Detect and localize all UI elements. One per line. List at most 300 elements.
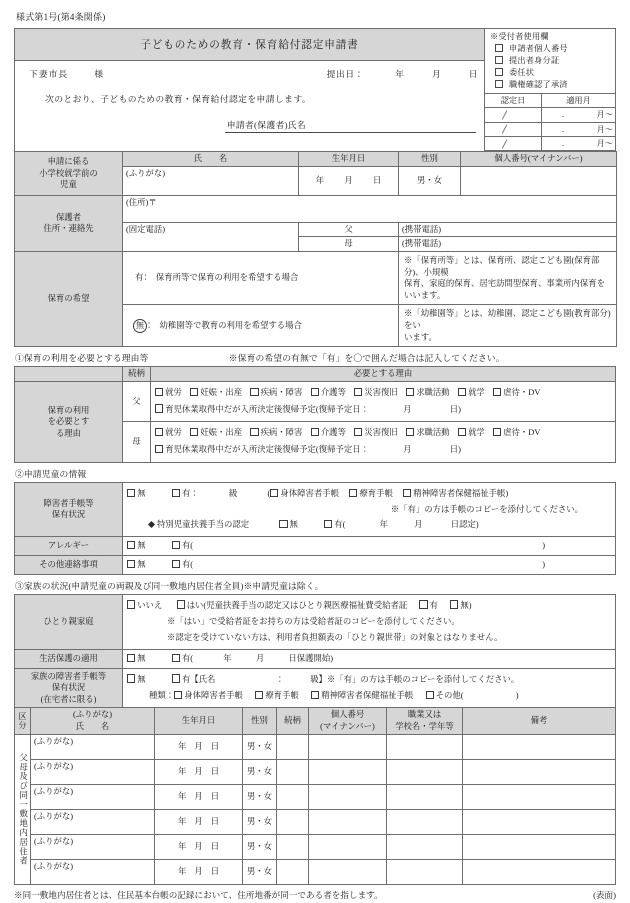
section1-relation-father: 父 xyxy=(123,381,151,422)
guardian-father-mobile-input[interactable] xyxy=(399,222,617,237)
family-col-division: 区 分 xyxy=(15,708,31,734)
checkbox-icon[interactable] xyxy=(493,428,501,436)
welfare-label: 生活保護の適用 xyxy=(15,649,123,668)
checkbox-icon[interactable] xyxy=(174,691,182,699)
child-header-row xyxy=(15,152,617,167)
welfare-month[interactable]: 月 xyxy=(255,653,265,663)
submit-year[interactable]: 年 xyxy=(395,69,405,79)
checkbox-icon[interactable] xyxy=(127,541,135,549)
receipt-date-cell[interactable] xyxy=(485,122,542,136)
submit-date-group xyxy=(327,67,484,80)
section1-mother-reason-list[interactable] xyxy=(155,425,611,442)
checkbox-icon[interactable] xyxy=(127,654,135,662)
section1-label-line3: る理由 xyxy=(55,428,82,438)
footer-row xyxy=(14,889,616,901)
receipt-check-label: 職権確認了承済 xyxy=(509,80,568,89)
child-col-mynumber: 個人番号(マイナンバー) xyxy=(461,152,617,167)
receipt-check-1[interactable] xyxy=(485,55,615,67)
single-parent-sub-yes: 有 xyxy=(429,600,438,610)
welfare-yes-label: 有( xyxy=(181,653,194,663)
guardian-label-line1: 保護者 xyxy=(55,212,82,222)
section2-disability-options[interactable]: 無 有： 級 ( 身体障害者手帳 療育手帳 精神障害者保健福祉手帳) xyxy=(127,486,611,502)
child-birth-year: 年 xyxy=(315,176,325,186)
receipt-date-cell[interactable] xyxy=(485,108,542,122)
family-name-input[interactable]: (ふりがな) xyxy=(31,734,155,759)
care-wish-note-yes xyxy=(399,252,617,305)
section2-allergy-row[interactable] xyxy=(15,536,616,555)
disability-grade-label[interactable]: 級 xyxy=(228,489,238,499)
checkbox-icon[interactable] xyxy=(354,428,362,436)
reason-option[interactable]: 介護等 xyxy=(311,428,346,437)
receipt-month-suffix: 月～ xyxy=(596,138,613,148)
family-remarks-input[interactable] xyxy=(463,759,616,784)
guardian-father-label: 父 xyxy=(299,222,399,237)
child-mynumber-input[interactable] xyxy=(461,166,617,195)
single-parent-row[interactable] xyxy=(15,594,616,649)
family-mynumber-input[interactable] xyxy=(309,809,387,834)
section1-heading: ①保育の利用を必要とする理由等 xyxy=(15,353,149,364)
checkbox-icon[interactable] xyxy=(172,674,180,682)
family-job-input[interactable] xyxy=(387,859,463,884)
checkbox-icon[interactable] xyxy=(127,600,135,608)
welfare-year[interactable]: 年 xyxy=(223,653,232,663)
section1-mother-reasons[interactable] xyxy=(151,422,616,463)
mayor-honorific: 様 xyxy=(94,69,104,79)
family-relation-input[interactable] xyxy=(277,809,309,834)
form-number: 様式第1号(第4条関係) xyxy=(16,12,106,22)
family-member-row[interactable] xyxy=(15,734,616,759)
checkbox-icon[interactable] xyxy=(255,691,263,699)
family-col-birth: 生年月日 xyxy=(155,708,243,734)
receipt-check-label: 提出者身分証 xyxy=(509,56,560,65)
receipt-date-cell[interactable] xyxy=(485,136,542,150)
receipt-month-cell[interactable] xyxy=(542,122,616,136)
family-disability-other-close: ) xyxy=(515,690,519,700)
reason-option[interactable]: 求職活動 xyxy=(406,428,450,437)
checkbox-icon[interactable] xyxy=(190,388,198,396)
family-name-input[interactable]: (ふりがな) xyxy=(31,759,155,784)
reason-option[interactable]: 虐待・DV xyxy=(493,428,540,437)
table-header-row xyxy=(485,94,615,108)
family-birth-input[interactable]: 年 月 日 xyxy=(155,759,243,784)
family-sex-select[interactable]: 男・女 xyxy=(243,784,277,809)
family-job-input[interactable] xyxy=(387,834,463,859)
section1-leave-month[interactable]: 月 xyxy=(403,404,412,414)
section2-other-content[interactable] xyxy=(123,555,616,574)
family-remarks-input[interactable] xyxy=(463,734,616,759)
reason-option[interactable]: 災害復旧 xyxy=(354,388,398,397)
care-wish-note-yes-line1: ※「保育所等」とは、保育所、認定こども園(保育部分)、小規模 xyxy=(404,256,600,277)
reason-option[interactable]: 疾病・障害 xyxy=(250,428,302,437)
child-col-sex: 性別 xyxy=(399,152,461,167)
family-member-row[interactable] xyxy=(15,809,616,834)
receipt-check-label: 委任状 xyxy=(509,68,535,77)
family-sex-select[interactable]: 男・女 xyxy=(243,759,277,784)
checkbox-icon[interactable] xyxy=(127,674,135,682)
section2-allowance-row[interactable] xyxy=(127,517,611,533)
receipt-month-dot: . xyxy=(561,138,564,148)
family-job-input[interactable] xyxy=(387,809,463,834)
section2-other-row[interactable] xyxy=(15,555,616,574)
checkbox-icon[interactable] xyxy=(172,654,180,662)
checkbox-icon[interactable] xyxy=(495,56,503,64)
family-disability-kind-label: 種類： xyxy=(149,690,175,700)
section2-disability-note: ※「有」の方は手帳のコピーを添付してください。 xyxy=(390,504,583,514)
checkbox-icon[interactable] xyxy=(458,388,466,396)
section1-mother-leave[interactable] xyxy=(155,442,611,459)
family-disability-note: ※「有」の方は手帳のコピーを添付してください。 xyxy=(326,674,520,684)
reason-option[interactable]: 就学 xyxy=(458,388,485,397)
checkbox-icon[interactable] xyxy=(250,388,258,396)
section1-leave-label: 育児休業取得中だが入所決定後復帰予定(復帰予定日： xyxy=(165,445,369,455)
family-relation-input[interactable] xyxy=(277,734,309,759)
section1-col-relation: 続柄 xyxy=(123,367,151,382)
section2-disability-label-line2: 保有状況 xyxy=(51,510,86,520)
receipt-month-cell[interactable] xyxy=(542,136,616,150)
family-job-input[interactable] xyxy=(387,784,463,809)
checkbox-icon[interactable] xyxy=(190,428,198,436)
care-wish-yes-text: ： 保育所等で保育の利用を希望する場合 xyxy=(143,273,299,283)
section1-row-label xyxy=(15,381,123,462)
section1-note: ※保育の希望の有無で「有」を〇で囲んだ場合は記入してください。 xyxy=(228,353,505,364)
family-mynumber-input[interactable] xyxy=(309,759,387,784)
guardian-landline-hint: (固定電話) xyxy=(126,224,166,234)
single-parent-note-1: ※「はい」で受給者証をお持ちの方は受給者証のコピーを添付してください。 xyxy=(167,616,460,626)
child-sex-select[interactable]: 男・女 xyxy=(399,166,461,195)
checkbox-icon[interactable] xyxy=(155,388,163,396)
family-member-row[interactable] xyxy=(15,784,616,809)
section2-heading: ②申請児童の情報 xyxy=(15,469,87,480)
guardian-father-mobile-hint: (携帯電話) xyxy=(402,224,442,234)
guardian-mother-label: 母 xyxy=(299,237,399,252)
receipt-title: ※受付者使用欄 xyxy=(490,32,549,41)
guardian-address-hint: (住所)〒 xyxy=(126,197,157,207)
disability-yes-label: 有： xyxy=(181,489,199,499)
family-disability-row[interactable] xyxy=(15,668,616,708)
single-parent-no-label: いいえ xyxy=(137,600,163,610)
family-disability-none: 無 xyxy=(137,674,146,684)
family-disability-grade[interactable]: 級】 xyxy=(310,674,327,684)
receipt-date-table xyxy=(485,93,615,151)
section1-col-reason: 必要とする理由 xyxy=(151,367,616,382)
family-member-row[interactable] xyxy=(15,859,616,884)
section1-leave-day[interactable]: 日) xyxy=(449,445,461,455)
family-mynumber-input[interactable] xyxy=(309,734,387,759)
family-disability-colon: ： xyxy=(275,674,284,684)
welfare-row[interactable] xyxy=(15,649,616,668)
family-remarks-input[interactable] xyxy=(463,784,616,809)
reason-option[interactable]: 就労 xyxy=(155,388,182,397)
family-disability-label-line3: (在宅者に限る) xyxy=(40,694,97,704)
allowance-label: 特別児童扶養手当の認定 xyxy=(157,520,250,530)
section2-disability-label-line1: 障害者手帳等 xyxy=(43,498,94,508)
family-name-input[interactable]: (ふりがな) xyxy=(31,859,155,884)
family-mynumber-input[interactable] xyxy=(309,859,387,884)
care-wish-yes-mark[interactable]: 有 xyxy=(135,273,144,283)
family-disability-content[interactable] xyxy=(123,668,616,708)
checkbox-icon[interactable] xyxy=(495,80,503,88)
header-block xyxy=(14,28,616,152)
allergy-none-label: 無 xyxy=(137,540,146,550)
family-member-row[interactable] xyxy=(15,759,616,784)
checkbox-icon[interactable] xyxy=(419,600,427,608)
family-remarks-input[interactable] xyxy=(463,809,616,834)
checkbox-icon[interactable] xyxy=(172,489,180,497)
checkbox-icon[interactable] xyxy=(324,520,332,528)
allowance-month[interactable]: 月 xyxy=(414,520,423,530)
family-remarks-input[interactable] xyxy=(463,859,616,884)
family-disability-label xyxy=(15,668,123,708)
welfare-none-label: 無 xyxy=(137,653,146,663)
family-disability-other: その他( xyxy=(435,690,464,700)
checkbox-icon[interactable] xyxy=(172,560,180,568)
checkbox-icon[interactable] xyxy=(155,404,163,412)
checkbox-icon[interactable] xyxy=(311,388,319,396)
checkbox-icon[interactable] xyxy=(177,600,185,608)
care-wish-note-no-line2: います。 xyxy=(404,332,437,342)
family-col-mynumber: 個人番号 (マイナンバー) xyxy=(309,708,387,734)
checkbox-icon[interactable] xyxy=(311,691,319,699)
checkbox-icon[interactable] xyxy=(495,68,503,76)
child-col-birth: 生年月日 xyxy=(299,152,399,167)
checkbox-icon[interactable] xyxy=(458,428,466,436)
section3-heading: ③家族の状況(申請児童の両親及び同一敷地内居住者全員)※申請児童は除く。 xyxy=(15,580,324,591)
care-wish-no-mark-circled[interactable]: 無 xyxy=(133,319,147,333)
footer-note: ※同一敷地内居住者とは、住民基本台帳の記録において、住所地番が同一である者を指します。 xyxy=(14,889,383,900)
checkbox-icon[interactable] xyxy=(406,388,414,396)
family-relation-input[interactable] xyxy=(277,784,309,809)
table-row[interactable] xyxy=(485,108,615,122)
mayor-name: 下妻市長 xyxy=(29,69,69,79)
family-mynumber-input[interactable] xyxy=(309,784,387,809)
receipt-month-suffix: 月～ xyxy=(596,110,613,120)
checkbox-icon[interactable] xyxy=(495,44,503,52)
single-parent-note-2: ※認定を受けていない方は、利用者負担額表の「ひとり親世帯」の対象とはなりません。 xyxy=(167,632,503,642)
child-row-label xyxy=(15,152,123,196)
guardian-mother-mobile-input[interactable] xyxy=(399,237,617,252)
family-col-job: 職業又は 学校名・学年等 xyxy=(387,708,463,734)
family-col-sex: 性別 xyxy=(243,708,277,734)
guardian-address-input[interactable] xyxy=(123,195,617,222)
receipt-check-label: 申請者個人番号 xyxy=(509,44,568,53)
section1-father-leave[interactable] xyxy=(155,402,611,419)
section2-disability-label xyxy=(15,483,123,537)
applicant-name-input[interactable] xyxy=(308,118,476,133)
family-relation-input[interactable] xyxy=(277,834,309,859)
section1-father-row[interactable] xyxy=(15,381,616,422)
care-wish-yes-row[interactable] xyxy=(15,252,617,305)
guardian-row-label xyxy=(15,195,123,251)
family-name-input[interactable]: (ふりがな) xyxy=(31,834,155,859)
family-member-row[interactable] xyxy=(15,834,616,859)
checkbox-icon[interactable] xyxy=(172,541,180,549)
disability-none-label: 無 xyxy=(137,489,146,499)
family-col-name: (ふりがな) 氏 名 xyxy=(31,708,155,734)
single-parent-options[interactable] xyxy=(127,598,611,614)
section1-father-reasons[interactable] xyxy=(151,381,616,422)
header-left-panel xyxy=(14,28,484,152)
applicant-info-table xyxy=(14,151,617,347)
receipt-check-0[interactable] xyxy=(485,43,615,55)
family-mynumber-input[interactable] xyxy=(309,834,387,859)
guardian-landline-input[interactable] xyxy=(123,222,299,251)
reason-option[interactable]: 介護等 xyxy=(311,388,346,397)
other-none-label: 無 xyxy=(137,559,146,569)
section1-label-line1: 保育の利用 xyxy=(47,405,90,415)
family-birth-input[interactable]: 年 月 日 xyxy=(155,784,243,809)
family-job-input[interactable] xyxy=(387,759,463,784)
child-birth-input[interactable] xyxy=(299,166,399,195)
checkbox-icon[interactable] xyxy=(270,489,278,497)
allowance-none-label: 無 xyxy=(289,520,298,530)
single-parent-yes-label: はい(児童扶養手当の認定又はひとり親医療福祉費受給者証 xyxy=(186,600,408,610)
section2-disability-row[interactable] xyxy=(15,483,616,537)
child-furigana-hint: (ふりがな) xyxy=(126,168,166,178)
reason-option[interactable]: 疾病・障害 xyxy=(250,388,302,397)
reason-option[interactable]: 災害復旧 xyxy=(354,428,398,437)
family-birth-input[interactable]: 年 月 日 xyxy=(155,859,243,884)
child-row-label-line1: 申請に係る xyxy=(47,157,90,167)
other-yes-label: 有( xyxy=(181,559,194,569)
family-sex-select[interactable]: 男・女 xyxy=(243,809,277,834)
other-close-paren: ) xyxy=(542,559,545,569)
family-sex-select[interactable]: 男・女 xyxy=(243,859,277,884)
family-relation-input[interactable] xyxy=(277,759,309,784)
section1-leave-day[interactable]: 日) xyxy=(449,404,461,414)
guardian-address-row[interactable] xyxy=(15,195,617,222)
receipt-month-dot: . xyxy=(561,110,564,120)
family-birth-input[interactable]: 年 月 日 xyxy=(155,834,243,859)
declaration-text: 次のとおり、子どものための教育・保育給付認定を申請します。 xyxy=(45,94,312,104)
child-birth-month: 月 xyxy=(344,176,353,186)
allergy-close-paren: ) xyxy=(542,540,545,550)
checkbox-icon[interactable] xyxy=(127,489,135,497)
family-disability-yes: 有【氏名 xyxy=(181,674,216,684)
family-disability-line1[interactable] xyxy=(127,672,611,688)
checkbox-icon[interactable] xyxy=(403,489,411,497)
family-name-input[interactable]: (ふりがな) xyxy=(31,784,155,809)
checkbox-icon[interactable] xyxy=(127,560,135,568)
receipt-check-3[interactable] xyxy=(485,79,615,91)
checkbox-icon[interactable] xyxy=(311,428,319,436)
checkbox-icon[interactable] xyxy=(426,691,434,699)
family-relation-input[interactable] xyxy=(277,859,309,884)
section1-leave-label: 育児休業取得中だが入所決定後復帰予定(復帰予定日： xyxy=(165,404,369,414)
family-col-relation: 続柄 xyxy=(277,708,309,734)
submit-day[interactable]: 日 xyxy=(468,69,478,79)
table-row[interactable] xyxy=(485,136,615,150)
section1-relation-mother: 母 xyxy=(123,422,151,463)
checkbox-icon[interactable] xyxy=(450,600,458,608)
checkbox-icon[interactable] xyxy=(279,520,287,528)
checkbox-icon[interactable] xyxy=(406,428,414,436)
section1-label-line2: を必要とす xyxy=(47,417,90,427)
receipt-month-suffix: 月～ xyxy=(596,124,613,134)
single-parent-label: ひとり親家庭 xyxy=(15,594,123,649)
section2-allergy-label: アレルギー xyxy=(15,536,123,555)
family-disability-label-line2: 保有状況 xyxy=(51,683,86,693)
page-side-label: (表面) xyxy=(593,889,616,900)
family-members-table xyxy=(14,707,616,884)
reason-option[interactable]: 就労 xyxy=(155,428,182,437)
table-row[interactable] xyxy=(485,122,615,136)
checkbox-icon[interactable] xyxy=(349,489,357,497)
section2-allergy-content[interactable] xyxy=(123,536,616,555)
family-birth-input[interactable]: 年 月 日 xyxy=(155,809,243,834)
family-division-vertical-label: 父母及び同一敷地内居住者 xyxy=(15,734,31,884)
single-parent-content[interactable] xyxy=(123,594,616,649)
family-sex-select[interactable]: 男・女 xyxy=(243,834,277,859)
reason-option[interactable]: 求職活動 xyxy=(406,388,450,397)
section1-table xyxy=(14,366,616,463)
section2-other-label: その他連絡事項 xyxy=(15,555,123,574)
section1-empty-corner xyxy=(15,367,123,382)
section1-leave-month[interactable]: 月 xyxy=(403,445,412,455)
family-sex-select[interactable]: 男・女 xyxy=(243,734,277,759)
diamond-bullet-icon xyxy=(148,521,155,528)
submit-month[interactable]: 月 xyxy=(431,69,442,79)
single-parent-sub-no: 無) xyxy=(460,600,472,610)
care-wish-option-no[interactable] xyxy=(123,305,399,347)
allowance-year[interactable]: 年 xyxy=(379,520,388,530)
child-col-name: 氏 名 xyxy=(123,152,299,167)
reason-option[interactable]: 就学 xyxy=(458,428,485,437)
child-name-input[interactable] xyxy=(123,166,299,195)
care-wish-option-yes[interactable] xyxy=(123,252,399,305)
family-disability-line2[interactable]: 種類： 身体障害者手帳 療育手帳 精神障害者保健福祉手帳 その他( ) xyxy=(149,690,519,700)
receipt-month-cell[interactable] xyxy=(542,108,616,122)
child-row-label-line2: 小学校就学前の xyxy=(39,168,98,178)
section3-status-table xyxy=(14,594,616,709)
checkbox-icon[interactable] xyxy=(354,388,362,396)
submit-date-label: 提出日： xyxy=(326,69,364,79)
applicant-signature-row xyxy=(15,107,484,140)
disability-types-close: ) xyxy=(505,489,509,499)
care-wish-label: 保育の希望 xyxy=(15,252,123,347)
child-row-label-line3: 児童 xyxy=(60,180,77,190)
reason-option[interactable]: 妊娠・出産 xyxy=(190,388,242,397)
section1-heading-row xyxy=(15,351,616,364)
family-job-input[interactable] xyxy=(387,734,463,759)
receipt-col-date: 認定日 xyxy=(485,94,542,108)
checkbox-icon[interactable] xyxy=(493,388,501,396)
care-wish-note-yes-line2: 保育、家庭的保育、居宅訪問型保育、事業所内保育をいいます。 xyxy=(404,279,605,300)
family-remarks-input[interactable] xyxy=(463,834,616,859)
child-birth-day: 日 xyxy=(372,176,382,186)
section2-disability-content[interactable] xyxy=(123,483,616,537)
family-name-input[interactable]: (ふりがな) xyxy=(31,809,155,834)
care-wish-no-text: ： 幼稚園等で教育の利用を希望する場合 xyxy=(147,320,302,330)
guardian-mother-mobile-hint: (携帯電話) xyxy=(402,239,442,249)
checkbox-icon[interactable] xyxy=(250,428,258,436)
family-birth-input[interactable]: 年 月 日 xyxy=(155,734,243,759)
reason-option[interactable]: 妊娠・出産 xyxy=(190,428,242,437)
addressee-row xyxy=(15,61,484,85)
allowance-day[interactable]: 日認定) xyxy=(450,520,479,530)
care-wish-note-no xyxy=(399,305,617,347)
care-wish-note-no-line1: ※「幼稚園等」とは、幼稚園、認定こども園(教育部分)をい xyxy=(404,309,611,330)
welfare-content[interactable] xyxy=(123,649,616,668)
welfare-day[interactable]: 日保護開始) xyxy=(288,653,334,663)
guardian-label-line2: 住所・連絡先 xyxy=(43,224,94,234)
checkbox-icon[interactable] xyxy=(155,428,163,436)
disability-types-open: ( xyxy=(267,489,271,499)
receipt-check-2[interactable] xyxy=(485,67,615,79)
checkbox-icon[interactable] xyxy=(155,445,163,453)
section1-father-reason-list[interactable] xyxy=(155,385,611,402)
reason-option[interactable]: 虐待・DV xyxy=(493,388,540,397)
receipt-col-month: 適用月 xyxy=(542,94,616,108)
